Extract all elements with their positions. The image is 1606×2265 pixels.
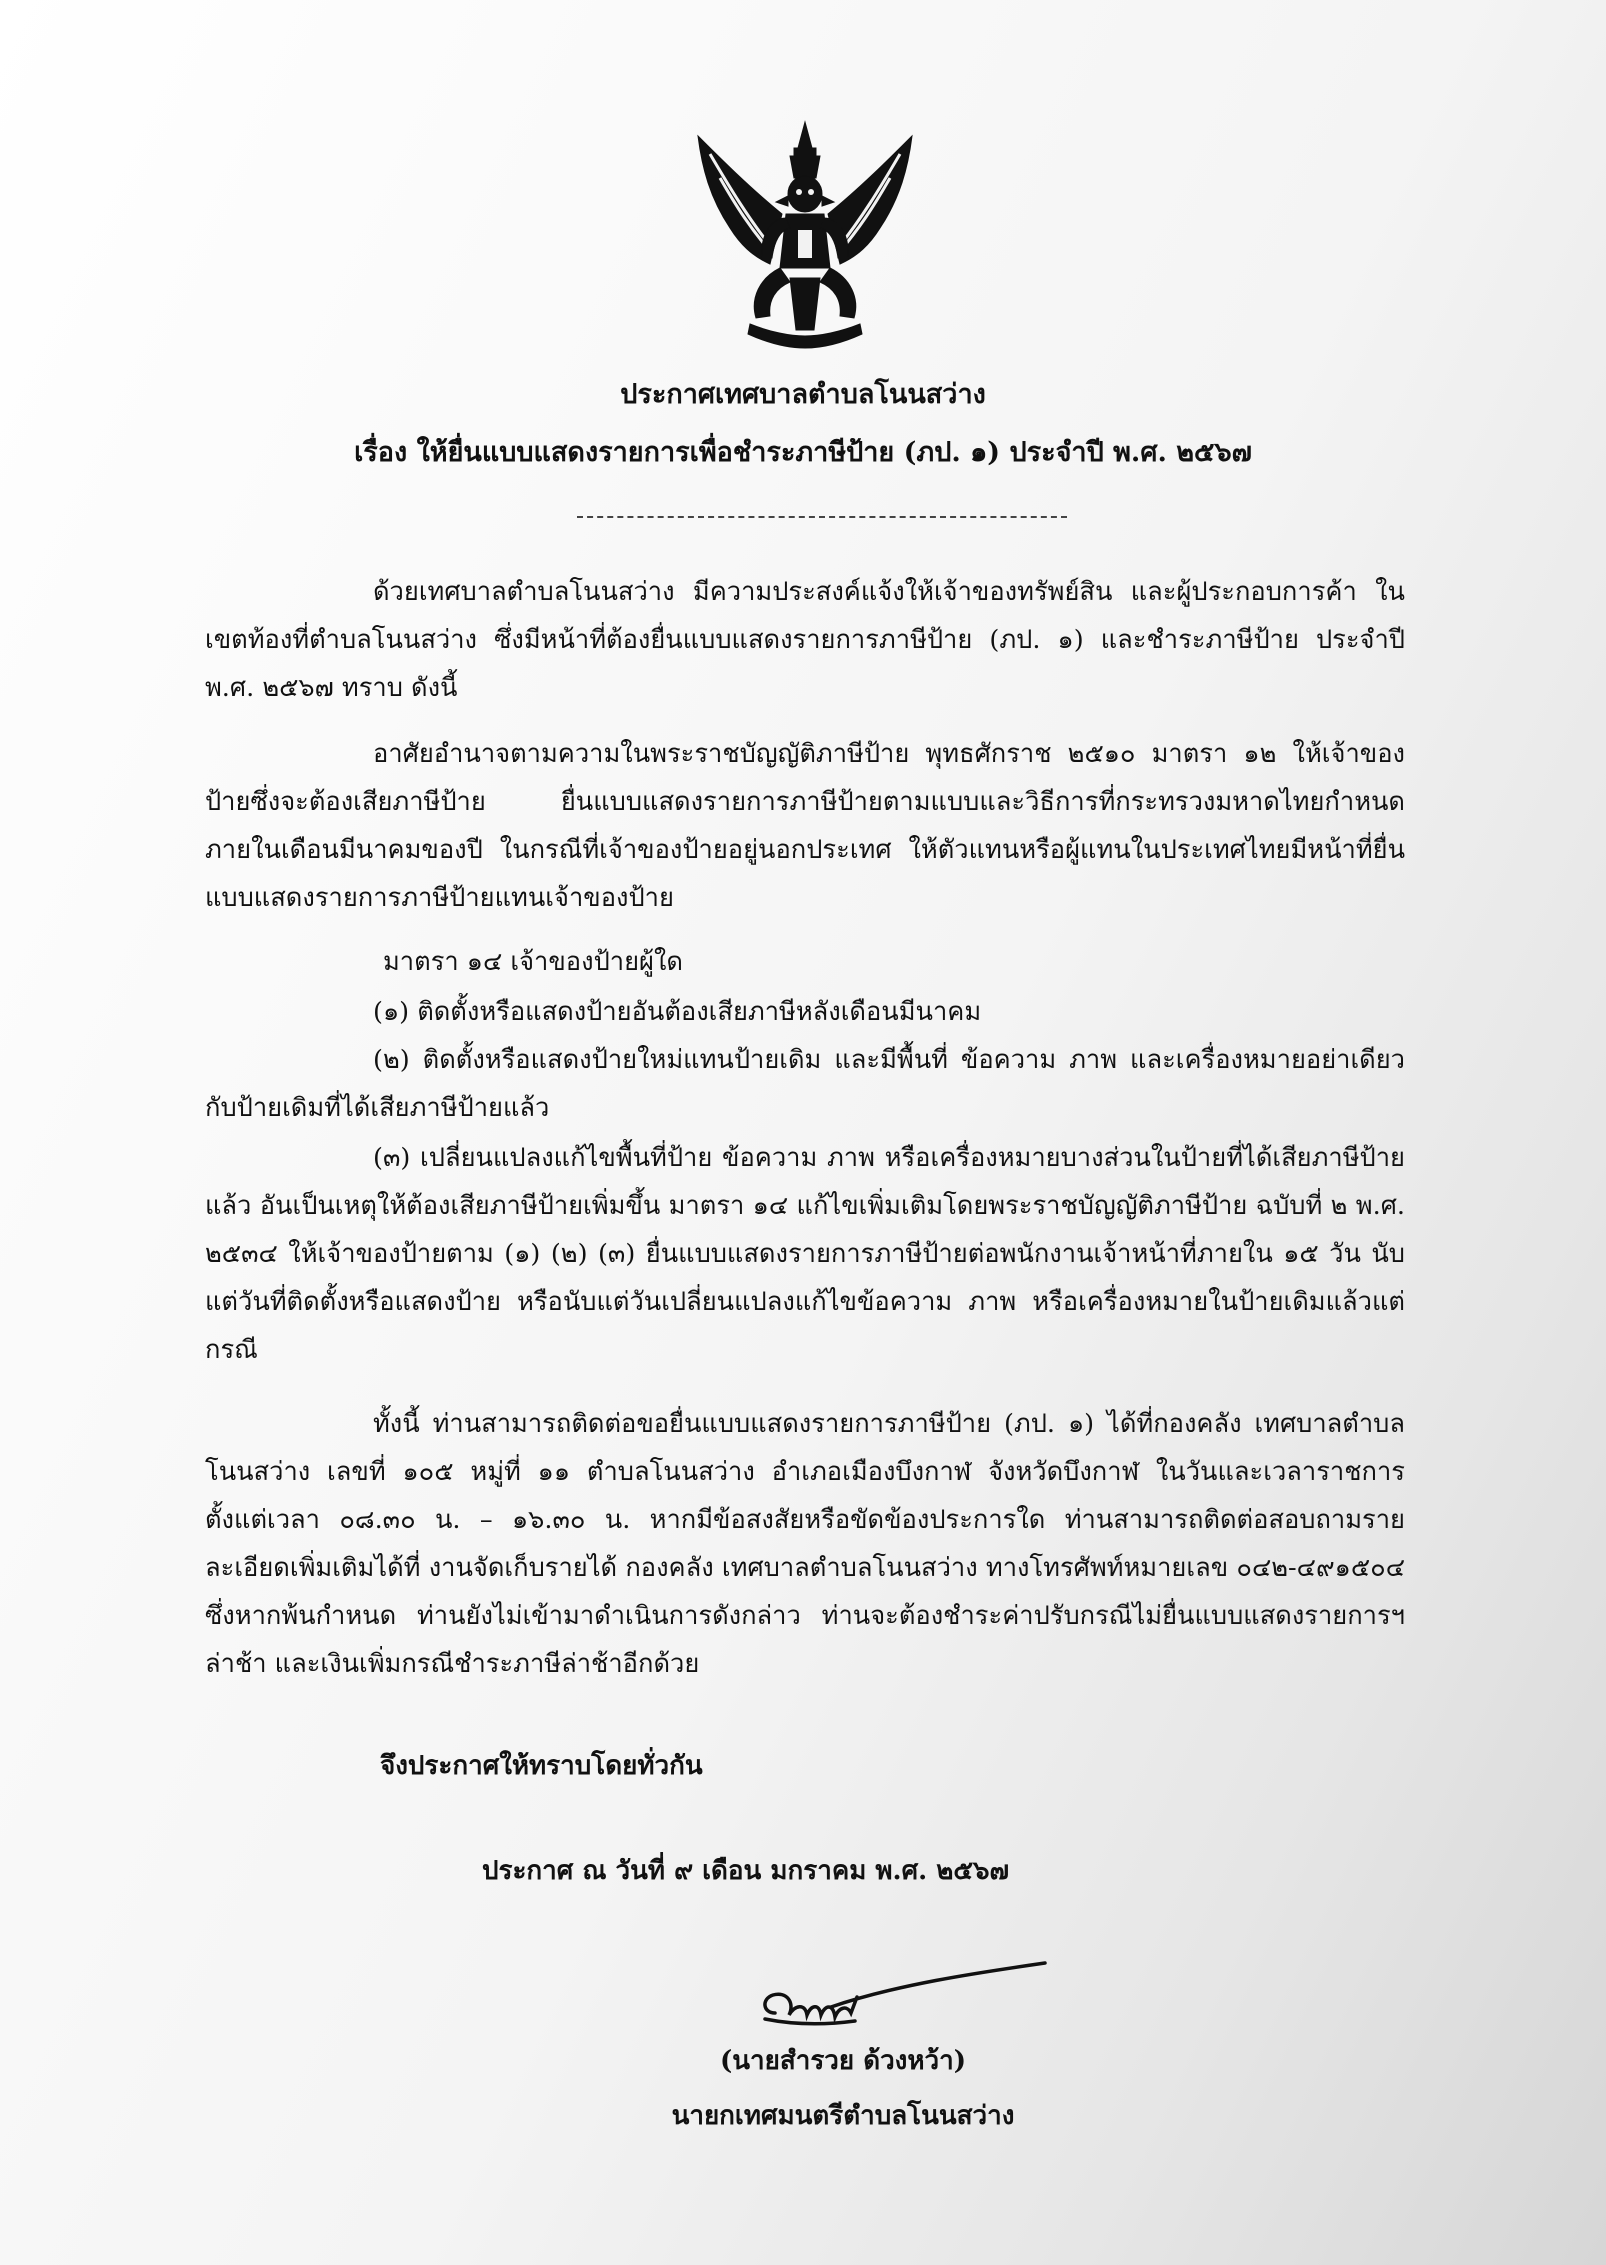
signer-title: นายกเทศมนตรีตำบลโนนสว่าง <box>671 2101 1015 2131</box>
paragraph-item-3-text: (๓) เปลี่ยนแปลงแก้ไขพื้นที่ป้าย ข้อความ ภาพ หรือเครื่องหมายบางส่วนในป้ายที่ได้เสียภาษีป้ายแล้ว อันเป็นเหตุให้ต้องเสียภาษีป้ายเพิ่มขึ้น มาตรา ๑๔ แก้ไขเพิ่มเติมโดยพระราชบัญญัติภาษีป้าย ฉบับที่ ๒ พ.ศ. ๒๕๓๔ ให้เจ้าของป้ายตาม (๑) (๒) (๓) ยื่นแบบแสดงรายการภาษีป้ายต่อพนักงานเจ้าหน้าที่ภายใน ๑๕ วัน นับแต่วันที่ติดตั้งหรือแสดงป้าย หรือนับแต่วันเปลี่ยนแปลงแก้ไขข้อความ ภาพ หรือเครื่องหมายในป้ายเดิมแล้วแต่กรณี <box>205 1143 1405 1365</box>
paragraph-intro <box>205 568 1405 712</box>
paragraph-item-1-text: (๑) ติดตั้งหรือแสดงป้ายอันต้องเสียภาษีหลังเดือนมีนาคม <box>373 997 982 1027</box>
paragraph-item-1 <box>205 988 1405 1036</box>
paragraph-section-14 <box>205 938 1405 986</box>
dashed-divider <box>577 516 1067 518</box>
closing-statement: จึงประกาศให้ทราบโดยทั่วกัน <box>380 1751 703 1781</box>
paragraph-intro-text: ด้วยเทศบาลตำบลโนนสว่าง มีความประสงค์แจ้งให้เจ้าของทรัพย์สิน และผู้ประกอบการค้า ในเขตท้องที่ตำบลโนนสว่าง ซึ่งมีหน้าที่ต้องยื่นแบบแสดงรายการภาษีป้าย (ภป. ๑) และชำระภาษีป้าย ประจำปี พ.ศ. ๒๕๖๗ ทราบ ดังนี้ <box>205 577 1405 703</box>
paragraph-contact-text: ทั้งนี้ ท่านสามารถติดต่อขอยื่นแบบแสดงรายการภาษีป้าย (ภป. ๑) ได้ที่กองคลัง เทศบาลตำบลโนนสว่าง เลขที่ ๑๐๕ หมู่ที่ ๑๑ ตำบลโนนสว่าง อำเภอเมืองบึงกาฬ จังหวัดบึงกาฬ ในวันและเวลาราชการ ตั้งแต่เวลา ๐๘.๓๐ น. – ๑๖.๓๐ น. หากมีข้อสงสัยหรือขัดข้องประการใด ท่านสามารถติดต่อสอบถามรายละเอียดเพิ่มเติมได้ที่ งานจัดเก็บรายได้ กองคลัง เทศบาลตำบลโนนสว่าง ทางโทรศัพท์หมายเลข ๐๔๒-๔๙๑๕๐๔ ซึ่งหากพ้นกำหนด ท่านยังไม่เข้ามาดำเนินการดังกล่าว ท่านจะต้องชำระค่าปรับกรณีไม่ยื่นแบบแสดงรายการฯ ล่าช้า และเงินเพิ่มกรณีชำระภาษีล่าช้าอีกด้วย <box>205 1409 1405 1679</box>
announcement-date: ประกาศ ณ วันที่ ๙ เดือน มกราคม พ.ศ. ๒๕๖๗ <box>482 1856 1010 1886</box>
paragraph-item-2 <box>205 1036 1405 1132</box>
paragraph-item-2-text: (๒) ติดตั้งหรือแสดงป้ายใหม่แทนป้ายเดิม และมีพื้นที่ ข้อความ ภาพ และเครื่องหมายอย่าเดียวกับป้ายเดิมที่ได้เสียภาษีป้ายแล้ว <box>205 1045 1405 1123</box>
paragraph-contact <box>205 1400 1405 1688</box>
garuda-emblem-icon <box>690 118 920 350</box>
announcement-subject: เรื่อง ให้ยื่นแบบแสดงรายการเพื่อชำระภาษีป้าย (ภป. ๑) ประจำปี พ.ศ. ๒๕๖๗ <box>354 437 1252 468</box>
announcement-title: ประกาศเทศบาลตำบลโนนสว่าง <box>620 379 986 410</box>
paragraph-section-14-text: มาตรา ๑๔ เจ้าของป้ายผู้ใด <box>383 947 683 977</box>
paragraph-item-3 <box>205 1134 1405 1374</box>
paragraph-authority-text: อาศัยอำนาจตามความในพระราชบัญญัติภาษีป้าย พุทธศักราช ๒๕๑๐ มาตรา ๑๒ ให้เจ้าของป้ายซึ่งจะต้องเสียภาษีป้าย ยื่นแบบแสดงรายการภาษีป้ายตามแบบและวิธีการที่กระทรวงมหาดไทยกำหนดภายในเดือนมีนาคมของปี ในกรณีที่เจ้าของป้ายอยู่นอกประเทศ ให้ตัวแทนหรือผู้แทนในประเทศไทยมีหน้าที่ยื่นแบบแสดงรายการภาษีป้ายแทนเจ้าของป้าย <box>205 739 1405 913</box>
signer-name: (นายสำรวย ด้วงหว้า) <box>719 2046 967 2076</box>
paragraph-authority <box>205 730 1405 922</box>
handwritten-signature-icon <box>735 1955 1065 2045</box>
